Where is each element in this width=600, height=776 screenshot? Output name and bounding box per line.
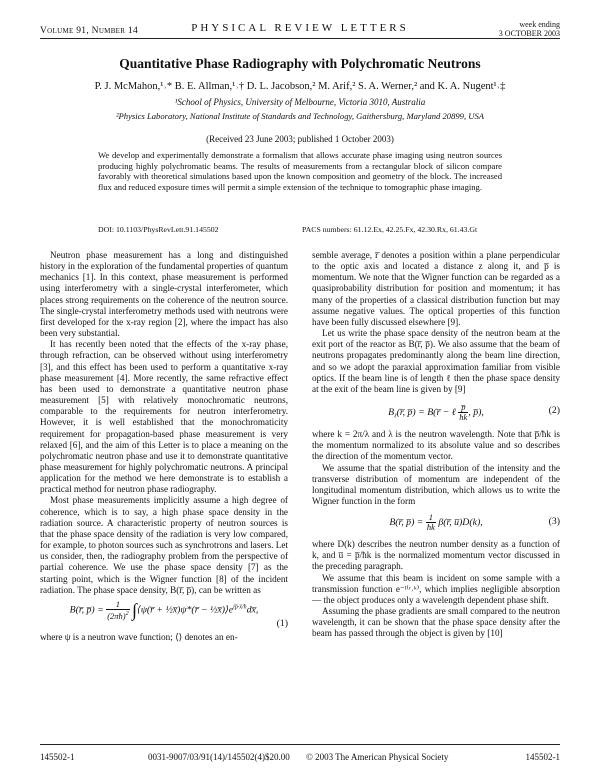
pacs-numbers: PACS numbers: 61.12.Ex, 42.25.Fx, 42.30.Rx, 61.43.Gt [302,225,478,234]
equation-3-number: (3) [548,516,560,528]
right-column [312,250,560,640]
equation-1 [40,596,288,632]
week-ending-label: week ending [519,20,560,29]
page-number-right: 145502-1 [525,752,560,762]
footer-rule [40,744,560,745]
abstract: We develop and experimentally demonstrate a formalism that allows accurate phase imaging using neutron sources producing highly polychromatic beams. The results of measurements from a rectangular block of silicon compare favorably with theoretical simulations based upon the known composition and geometry of the block. The increased flux and reduced exposure times will permit a simple extension of the technique to tomographic phase imaging. [98,150,502,192]
equation-2 [312,395,560,429]
author-list: P. J. McMahon,¹˒* B. E. Allman,¹˒† D. L. Jacobson,² M. Arif,² S. A. Werner,² and K. A. Nugent¹˒‡ [94,81,506,92]
volume-number: Volume 91, Number 14 [40,26,139,36]
equation-2-number: (2) [548,405,560,417]
paragraph: semble average, r̅ denotes a position within a plane perpendicular to the optic axis and located a distance z along it, and p̅ is momentum. We note that the Wigner function can be regarded as a quasiprobability distribution for position and momentum; it has many of the properties of a classical distribution function but may assume negative values. The optical properties of this function have been fully discussed elsewhere [9]. [312,250,560,327]
paragraph: where ψ is a neutron wave function; ⟨⟩ denotes an en- [40,631,238,642]
issue-date [499,20,560,38]
equation-3-body: B(r̅, p̅) = $\frac{1}{ħk}$ β(r̅, u̅)D(k), [389,512,483,533]
paragraph: where k = 2π/λ and λ is the neutron wavelength. Note that p̅/ħk is the momentum normalized to its absolute value and so describes the direction of the momentum vector. [312,429,560,462]
doi: DOI: 10.1103/PhysRevLett.91.145502 [98,225,219,234]
equation-2-body: $B_\ell(r̅$, p̅) = B(r̅ − ℓ $\frac{p̅}{ħk}$ , p̅), [388,402,484,423]
paragraph: where D(k) describes the neutron number density as a function of k, and u̅ = p̅/ħk is the normalized momentum vector discussed in the preceding paragraph. [312,539,560,572]
date-label: 3 OCTOBER 2003 [498,29,560,38]
page-number-left: 145502-1 [40,752,75,762]
paragraph: Neutron phase measurement has a long and distinguished history in the exploration of the fundamental properties of quantum mechanics [1]. In this context, phase measurement is performed using interferometry with a single-crystal interferometer, which places strong requirements on the coherence of the neutron source. The single-crystal interferometry methods used with neutrons were first developed for the x-ray region [2], where the impact has also been very substantial. [40,250,288,339]
equation-1-body: B(r̅, p̅) = $\frac{1}{(2\pi ħ)^2}$ ∫⟨ψ(r̅ + ½x̅)ψ*(r̅ − $\frac{1}{2}x̅)⟩e^{ip̅\cdot x̅/ħ}dx̅$, [69,598,259,621]
copyright: © 2003 The American Physical Society [306,752,449,762]
article-title: Quantitative Phase Radiography with Polychromatic Neutrons [119,56,481,71]
equation-1-number: (1) [276,617,288,629]
paragraph: We assume that this beam is incident on some sample with a transmission function e⁻ᴵ⁽ʳ˒ᵏ⁾, which implies negligible absorption — the object produces only a wavelength dependent phase shift. [312,572,560,605]
paragraph: Most phase measurements implicitly assume a high degree of coherence, which is to say, a high phase space density in the radiation source. A characteristic property of neutron sources is that the phase space density of the radiation is very low compared, for example, to photon sources such as synchrotrons and lasers. Let us consider, then, the radiography problem from the perspective of partial coherence. We use the phase space density [7] as the starting point, which is the Wigner function [8] of the incident radiation. The phase space density, B(r̅, p̅), can be written as [40,495,288,595]
paragraph: It has recently been noted that the effects of the x-ray phase, through refraction, can be observed without using interferometry [3], and this effect has been used to perform a quantitative x-ray phase measurement [4]. More recently, the same refractive effect has been used to demonstrate a quantitative neutron phase measurement [5] with relatively monochromatic neutrons, comparable to the requirements for neutron interferometry. However, it is well established that the monochromaticity requirement for propagation-based phase measurement is very relaxed [6], and the aim of this Letter is to place a meaning on the polychromatic neutron phase and use it to demonstrate quantitative phase measurement for highly polychromatic neutrons. A principal application for the method we here demonstrate is to establish a practical method for neutron phase radiography. [40,339,288,495]
affiliation-2: ²Physics Laboratory, National Institute of Standards and Technology, Gaithersburg, Maryland 20899, USA [115,111,485,121]
affiliation-1: ¹School of Physics, University of Melbourne, Victoria 3010, Australia [174,97,426,107]
issn-price: 0031-9007/03/91(14)/145502(4)$20.00 [148,752,290,762]
equation-3 [312,507,560,539]
header-rule [40,38,560,39]
paragraph: Let us write the phase space density of the neutron beam at the exit port of the reactor as B(r̅, p̅). We also assume that the beam of neutrons propagates predominantly along the beam line direction, and so we adopt the paraxial approximation familiar from visible optics. If the beam line is of length ℓ then the phase space density at the exit of the beam line is given by [9] [312,328,560,394]
left-column [40,250,288,643]
paragraph: We assume that the spatial distribution of the intensity and the transverse distribution of momentum are independent of the longitudinal momentum distribution, which allows us to write the Wigner function in the form [312,462,560,506]
journal-name: PHYSICAL REVIEW LETTERS [191,22,409,34]
received-dates: (Received 23 June 2003; published 1 October 2003) [206,134,394,144]
paragraph: Assuming the phase gradients are small compared to the neutron wavelength, it can be shown that the phase space density after the beam has passed through the object is given by [10] [312,606,560,639]
